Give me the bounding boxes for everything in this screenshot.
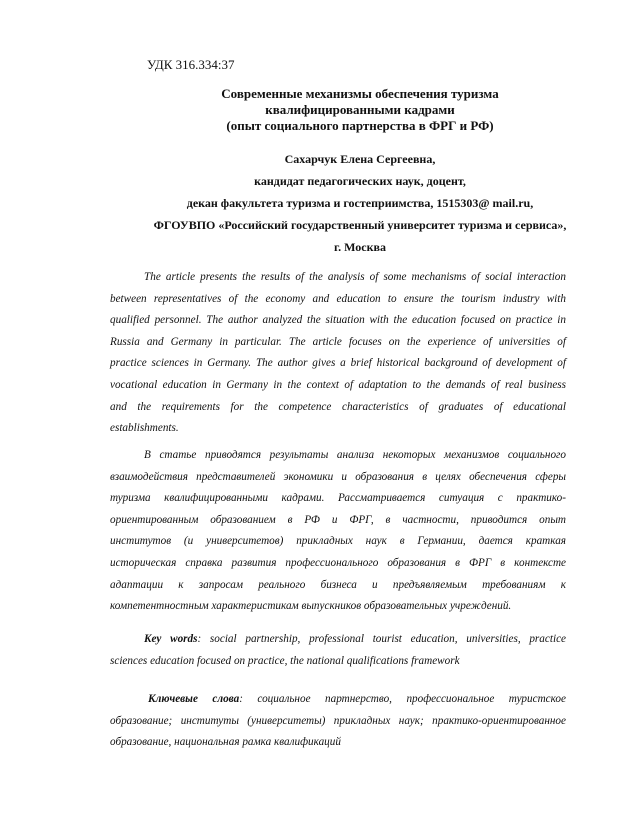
keywords-text: : социальное партнерство, профессиональное туристское: [239, 693, 566, 705]
article-title: [150, 86, 570, 134]
abstract-line: between representatives of the economy and education to ensure the tourism industry with: [110, 292, 566, 305]
title-line: (опыт социального партнерства в ФРГ и РФ): [226, 118, 494, 133]
abstract-line: адаптации к запросам реального бизнеса и предъявляемым требованиям к: [110, 578, 566, 591]
abstract-line: qualified personnel. The author analyzed the situation with the education focused on practice in: [110, 314, 566, 327]
abstract-line: компетентностным характеристикам выпускников образовательных учреждений.: [110, 600, 512, 613]
author-name: Сахарчук Елена Сергеевна,: [284, 152, 436, 166]
abstract-line: взаимодействия представителей экономики и образования в целях обеспечения сферы: [110, 470, 566, 483]
author-organization: ФГОУВПО «Российский государственный университет туризма и сервиса»,: [153, 218, 567, 232]
abstract-line: историческая справка развития профессионального образования в ФРГ в контексте: [110, 556, 566, 569]
keywords-label: Ключевые слова: [148, 693, 240, 705]
abstract-line: and the requirements for the competence characteristics of graduates of educational: [110, 400, 566, 413]
abstract-line: ориентированным образованием в РФ и ФРГ, в частности, приводится опыт: [110, 513, 566, 526]
author-degree: кандидат педагогических наук, доцент,: [254, 174, 466, 188]
abstract-russian: [110, 445, 566, 618]
keywords-line: образование, национальная рамка квалификаций: [110, 736, 341, 749]
keywords-text: : social partnership, professional tourist education, universities, practice: [197, 633, 566, 645]
abstract-line: туризма квалифицированными кадрами. Рассматривается ситуация с практико-: [110, 492, 566, 505]
author-city: г. Москва: [334, 240, 386, 254]
abstract-line: В статье приводятся результаты анализа некоторых механизмов социального: [144, 449, 566, 461]
abstract-line: The article presents the results of the analysis of some mechanisms of social interaction: [144, 271, 566, 283]
keywords-line: [110, 629, 566, 651]
keywords-line: [110, 689, 566, 711]
keywords-english: [110, 629, 566, 672]
title-line: Современные механизмы обеспечения туризма: [221, 86, 499, 101]
abstract-line: vocational education in Germany in the context of adaptation to the demands of real business: [110, 378, 566, 391]
author-position: декан факультета туризма и гостеприимства, 1515303@ mail.ru,: [186, 196, 534, 210]
udk-code: УДК 316.334:37: [147, 57, 235, 72]
abstract-line: институтов (и университетов) прикладных наук в Германии, дается краткая: [110, 535, 566, 548]
abstract-line: establishments.: [110, 422, 179, 435]
keywords-label: Key words: [144, 633, 198, 645]
keywords-line: sciences education focused on practice, the national qualifications framework: [110, 654, 460, 667]
title-line: квалифицированными кадрами: [265, 102, 455, 117]
keywords-line: образование; институты (университеты) прикладных наук; практико-ориентированное: [110, 714, 566, 727]
abstract-line: practice sciences in Germany. The author gives a brief historical background of development of: [110, 357, 566, 370]
abstract-english: [110, 267, 566, 440]
author-info: [110, 148, 610, 258]
abstract-line: Russia and Germany in particular. The article focuses on the experience of universities of: [110, 335, 566, 348]
keywords-russian: [110, 689, 566, 754]
